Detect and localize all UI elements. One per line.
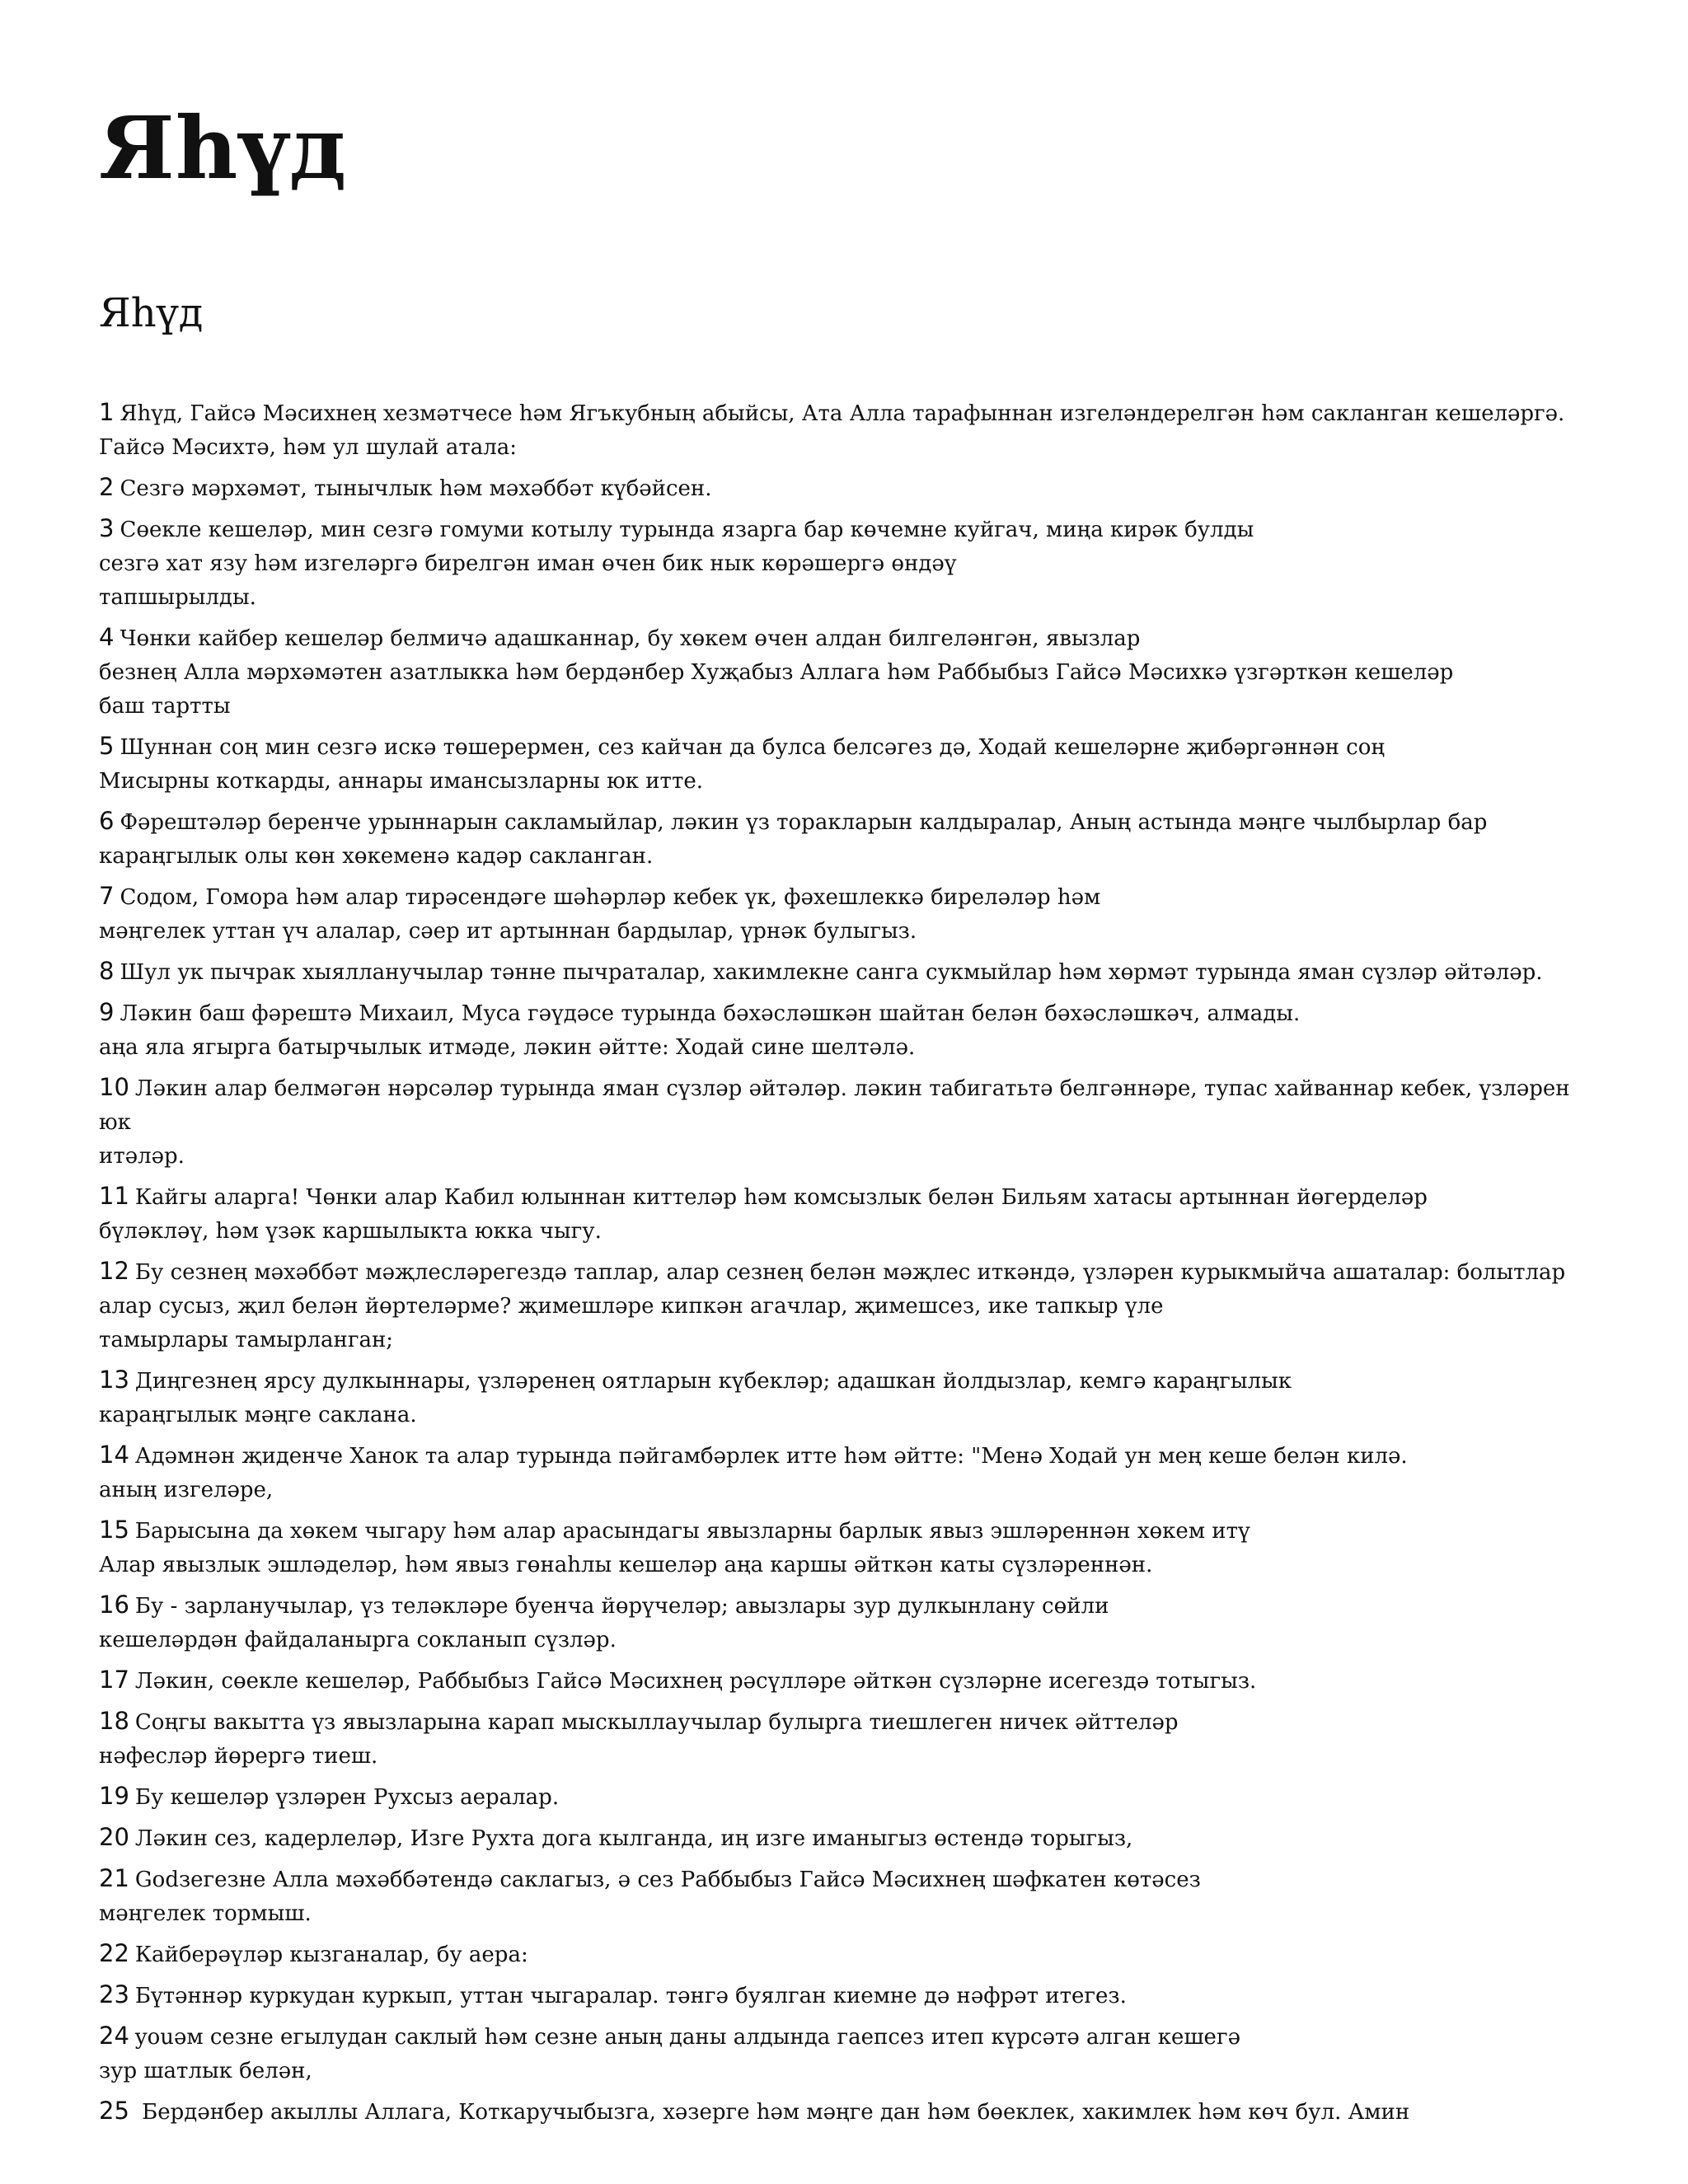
verse-number: 9 xyxy=(99,998,115,1026)
verse-line: Гайсә Мәсихтә, һәм ул шулай атала: xyxy=(99,435,518,460)
verse-text: Ләкин, сөекле кешеләр, Раббыбыз Гайсә Мәсихнең рәсүлләре әйткән сүзләрне исегездә тотыгыз. xyxy=(134,1669,1257,1694)
verse-text: Чөнки кайбер кешеләр белмичә адашканнар, бу хөкем өчен алдан билгеләнгән, явызлар xyxy=(120,626,1141,651)
verse-number: 22 xyxy=(99,1939,129,1967)
verse xyxy=(99,1438,1607,1507)
verse-text: Шуннан соң мин сезгә искә төшерермен, сез кайчан да булса белсәгез дә, Ходай кешеләрне җибәргәннән соң xyxy=(120,735,1386,760)
verse-line xyxy=(99,1179,1607,1215)
verse-text: Яһүд, Гайсә Мәсихнең хезмәтчесе һәм Ягъкубның абыйсы, Ата Алла тарафыннан изгеләндерелгән һәм сакланган кешеләргә. xyxy=(120,401,1565,426)
verse xyxy=(99,1978,1607,2013)
verse xyxy=(99,512,1607,615)
verse-line xyxy=(99,1978,1607,2013)
verse-line: Алар явызлык эшләделәр, һәм явыз гөнаһлы кешеләр аңа каршы әйткән каты сүзләреннән. xyxy=(99,1553,1153,1577)
verse xyxy=(99,471,1607,506)
chapter-subtitle: Яһүд xyxy=(99,290,204,336)
verse xyxy=(99,2019,1607,2088)
verse-line xyxy=(99,1862,1607,1897)
verse-line: тапшырылды. xyxy=(99,585,256,610)
verse-number: 2 xyxy=(99,473,115,501)
verse-text: Бүтәннәр куркудан куркып, уттан чыгаралар. тәнгә буялган киемне дә нәфрәт итегез. xyxy=(134,1984,1127,2008)
verse-number: 5 xyxy=(99,732,115,760)
verse-line: аның изгеләре, xyxy=(99,1478,274,1502)
verse-number: 11 xyxy=(99,1182,129,1210)
verse xyxy=(99,1821,1607,1856)
verse-text: Сезгә мәрхәмәт, тынычлык һәм мәхәббәт күбәйсен. xyxy=(120,476,712,501)
verse-text: Адәмнән җиденче Ханок та алар турында пәйгамбәрлек итте һәм әйтте: "Менә Ходай ун мең кеше белән килә. xyxy=(134,1444,1408,1469)
verse-number: 6 xyxy=(99,807,115,835)
verse xyxy=(99,1937,1607,1972)
verse-text: Шул ук пычрак хыялланучылар тәнне пычраталар, хакимлекне санга сукмыйлар һәм хөрмәт турында яман сүзләр әйтәләр. xyxy=(120,960,1543,985)
verse-line xyxy=(99,804,1607,840)
verse-number: 24 xyxy=(99,2022,129,2050)
verse-text: Godзегезне Алла мәхәббәтендә саклагыз, ә сез Раббыбыз Гайсә Мәсихнең шәфкатен көтәсез xyxy=(134,1868,1201,1892)
verse-number: 20 xyxy=(99,1823,129,1851)
verse-line: Мисырны коткарды, аннары имансызларны юк итте. xyxy=(99,769,703,794)
verse-text: Ләкин алар белмәгән нәрсәләр турында яман сүзләр әйтәләр. ләкин табигатьтә белгәннәре, тупас хайваннар кебек, үзләрен юк xyxy=(99,1076,1570,1135)
verse-line xyxy=(99,996,1607,1031)
verse-line: караңгылык мәңге саклана. xyxy=(99,1403,417,1427)
verse-line xyxy=(99,1704,1607,1740)
verse-line xyxy=(99,2019,1607,2055)
verse-line: караңгылык олы көн хөкеменә кадәр сакланган. xyxy=(99,844,654,869)
verse xyxy=(99,879,1607,949)
verse-line: аңа яла ягырга батырчылык итмәде, ләкин әйтте: Ходай сине шелтәлә. xyxy=(99,1035,916,1060)
verse xyxy=(99,1513,1607,1582)
verse-line xyxy=(99,1071,1607,1140)
verse-number: 23 xyxy=(99,1980,129,2008)
verse-number: 15 xyxy=(99,1516,129,1544)
verse-number: 1 xyxy=(99,398,115,426)
verse-line: безнең Алла мәрхәмәтен азатлыкка һәм бердәнбер Хуҗабыз Аллага һәм Раббыбыз Гайсә Мәсихкә үзгәрткән кешеләр xyxy=(99,660,1454,685)
verse-number: 3 xyxy=(99,514,115,542)
verse-line xyxy=(99,1363,1607,1399)
verse-line: алар сусыз, җил белән йөртеләрме? җимешләре кипкән агачлар, җимешсез, ике тапкыр үле xyxy=(99,1294,1164,1319)
verse-line xyxy=(99,512,1607,547)
verse-number: 8 xyxy=(99,957,115,985)
verse xyxy=(99,1071,1607,1174)
verse-line xyxy=(99,1663,1607,1699)
verse-line xyxy=(99,954,1607,990)
verse xyxy=(99,1179,1607,1249)
verse xyxy=(99,396,1607,465)
verse-line xyxy=(99,1937,1607,1972)
verse-text: Ләкин сез, кадерлеләр, Изге Рухта дога кылганда, иң изге иманыгыз өстендә торыгыз, xyxy=(134,1826,1133,1851)
verse xyxy=(99,729,1607,799)
verse xyxy=(99,1663,1607,1699)
verse-line xyxy=(99,1513,1607,1549)
verse-number: 21 xyxy=(99,1864,129,1892)
verse-line xyxy=(99,729,1607,765)
verse-line: мәңгелек уттан үч алалар, сәер ит артыннан бардылар, үрнәк булыгыз. xyxy=(99,919,917,944)
verse-line xyxy=(99,1254,1607,1290)
verse-line xyxy=(99,879,1607,915)
verse xyxy=(99,621,1607,724)
verse-text: Содом, Гомора һәм алар тирәсендәге шәһәрләр кебек үк, фәхешлеккә биреләләр һәм xyxy=(120,885,1101,910)
verse-number: 17 xyxy=(99,1666,129,1694)
verse-line xyxy=(99,1588,1607,1624)
verse-text: Кайгы аларга! Чөнки алар Кабил юлыннан киттеләр һәм комсызлык белән Бильям хатасы артыннан йөгерделәр xyxy=(134,1185,1428,1210)
verse-text: Диңгезнең ярсу дулкыннары, үзләренең оятларын күбекләр; адашкан йолдызлар, кемгә караңгылык xyxy=(134,1369,1292,1394)
verse-line: зур шатлык белән, xyxy=(99,2059,312,2083)
verse-number: 16 xyxy=(99,1591,129,1619)
verse xyxy=(99,1862,1607,1931)
verse xyxy=(99,1363,1607,1432)
verse xyxy=(99,804,1607,874)
verse-list xyxy=(99,396,1607,2135)
verse xyxy=(99,1588,1607,1657)
verse xyxy=(99,1254,1607,1357)
verse-line xyxy=(99,1438,1607,1474)
verse-line xyxy=(99,621,1607,656)
verse-text: Бердәнбер акыллы Аллага, Коткаручыбызга, хәзерге һәм мәңге дан һәм бөеклек, хакимлек һәм көч бул. Амин xyxy=(134,2100,1410,2125)
verse-line: кешеләрдән файдаланырга сокланып сүзләр. xyxy=(99,1628,617,1652)
verse-line xyxy=(99,396,1607,431)
verse-number: 10 xyxy=(99,1073,129,1101)
verse-line xyxy=(99,1821,1607,1856)
verse-number: 19 xyxy=(99,1782,129,1810)
verse-line: итәләр. xyxy=(99,1144,185,1169)
verse-line: бүләкләү, һәм үзәк каршылыкта юкка чыгу. xyxy=(99,1219,602,1244)
verse xyxy=(99,1779,1607,1815)
verse xyxy=(99,1704,1607,1774)
verse-text: Фәрештәләр беренче урыннарын сакламыйлар, ләкин үз торакларын калдыралар, Аның астында мәңге чылбырлар бар xyxy=(120,810,1488,835)
verse-line: баш тартты xyxy=(99,694,231,719)
verse-text: Ләкин баш фәрештә Михаил, Муса гәүдәсе турында бәхәсләшкән шайтан белән бәхәсләшкәч, алмады. xyxy=(120,1001,1301,1026)
verse-line xyxy=(99,1779,1607,1815)
page-title: Яһүд xyxy=(99,97,348,199)
verse-text: Кайберәүләр кызганалар, бу аера: xyxy=(134,1943,528,1967)
verse-line: сезгә хат язу һәм изгеләргә бирелгән иман өчен бик нык көрәшергә өндәү xyxy=(99,551,957,576)
verse-number: 18 xyxy=(99,1707,129,1735)
verse-line xyxy=(99,471,1607,506)
verse-text: Бу сезнең мәхәббәт мәҗлесләрегездә таплар, алар сезнең белән мәҗлес иткәндә, үзләрен курыкмыйча ашаталар: болытлар xyxy=(134,1260,1566,1285)
verse-line xyxy=(99,2094,1607,2130)
verse-text: Барысына да хөкем чыгару һәм алар арасындагы явызларны барлык явыз эшләреннән хөкем итү xyxy=(134,1519,1250,1544)
verse-text: Соңгы вакытта үз явызларына карап мыскыллаучылар булырга тиешлеген ничек әйттеләр xyxy=(134,1710,1179,1735)
verse-line: нәфесләр йөрергә тиеш. xyxy=(99,1744,378,1769)
verse-number: 14 xyxy=(99,1441,129,1469)
verse-text: Сөекле кешеләр, мин сезгә гомуми котылу турында язарга бар көчемне куйгач, миңа кирәк булды xyxy=(120,518,1254,542)
verse-text: Бу кешеләр үзләрен Рухсыз аералар. xyxy=(134,1785,560,1810)
verse-line: мәңгелек тормыш. xyxy=(99,1901,312,1926)
verse-number: 25 xyxy=(99,2097,129,2125)
verse-number: 12 xyxy=(99,1257,129,1285)
verse xyxy=(99,2094,1607,2130)
verse-number: 7 xyxy=(99,882,115,910)
verse-text: youәм сезне егылудан саклый һәм сезне аның даны алдында гаепсез итеп күрсәтә алган кешегә xyxy=(134,2025,1240,2050)
verse xyxy=(99,996,1607,1065)
verse xyxy=(99,954,1607,990)
verse-text: Бу - зарланучылар, үз теләкләре буенча йөрүчеләр; авызлары зур дулкынлану сөйли xyxy=(134,1594,1109,1619)
verse-number: 13 xyxy=(99,1366,129,1394)
verse-line: тамырлары тамырланган; xyxy=(99,1328,394,1352)
verse-number: 4 xyxy=(99,623,115,651)
